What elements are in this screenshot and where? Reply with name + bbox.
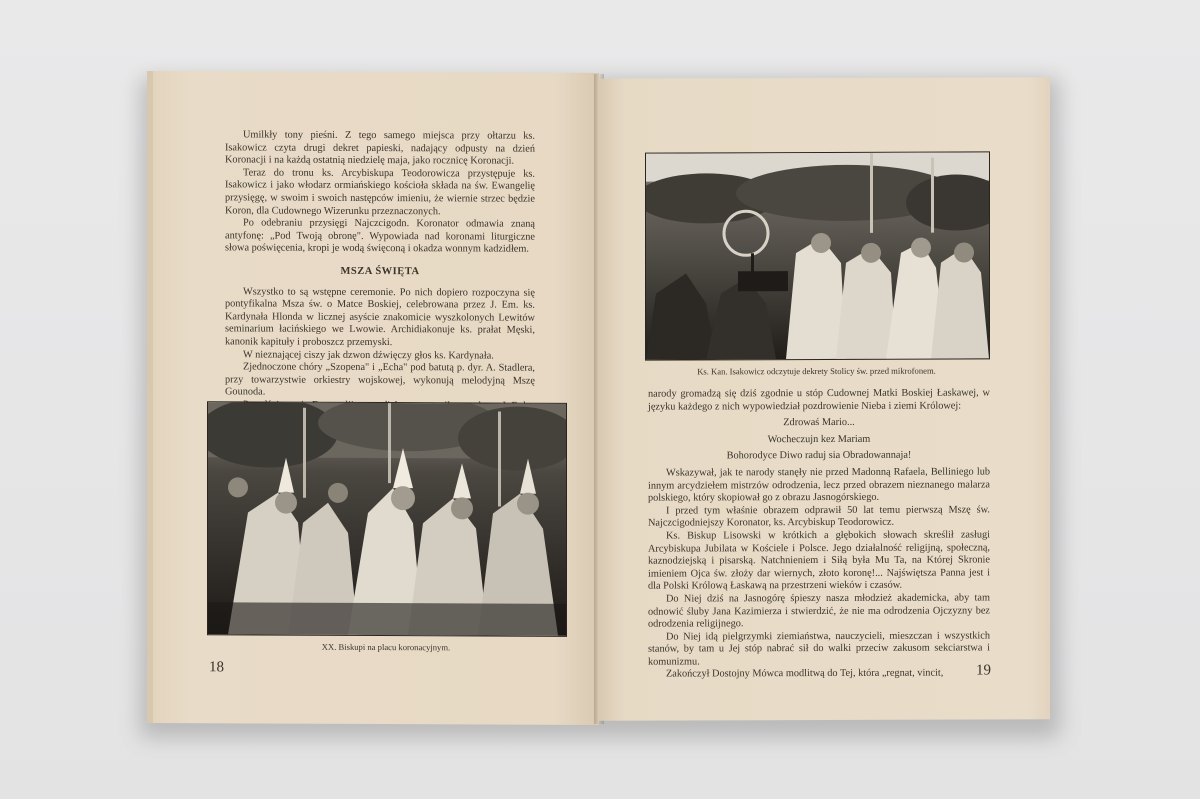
photo-caption: XX. Biskupi na placu koronacyjnym. xyxy=(321,641,451,653)
bishops-photo xyxy=(207,401,567,637)
paragraph: narody gromadzą się dziś zgodnie u stóp Cudownej Matki Boskiej Łaskawej, w języku każdego z nich wypowiedział pozdrowienie Nieba i ziemi Królowej: xyxy=(648,387,990,413)
paragraph: Teraz do tronu ks. Arcybiskupa Teodorowicza przystępuje ks. Isakowicz i jako włodarz ormiańskiego kościoła składa na św. Ewangelię przysięgę, w swoim i swoich następców imieniu, że wiernie strzec będzie Koron, dla Cudownego Wizerunku przeznaczonych. xyxy=(225,167,535,217)
left-page-text xyxy=(225,129,535,425)
microphone-photo xyxy=(645,151,990,360)
greeting-line: Wocheczujn kez Mariam xyxy=(767,433,871,445)
page-number: 19 xyxy=(976,662,991,679)
paragraph: W nieznającej ciszy jak dzwon dźwięczy głos ks. Kardynała. xyxy=(243,348,494,362)
paragraph: Umilkły tony pieśni. Z tego samego miejsca przy ołtarzu ks. Isakowicz czyta drugi dekret papieski, nadający odpusty na dzień Koronacji i na każdą ostatnią niedzielę maja, jako rocznicę Koronacji. xyxy=(225,129,535,167)
paragraph: Zjednoczone chóry „Szopena" i „Echa" pod batutą p. dyr. A. Stadlera, przy towarzystwie orkiestry wojskowej, wykonują melodyjną Mszę Gounoda. xyxy=(225,361,535,398)
greeting-line: Bohorodyce Diwo raduj sia Obradowannaja! xyxy=(726,450,912,462)
paragraph: Ks. Biskup Lisowski w krótkich a głębokich słowach skreślił zasługi Arcybiskupa Jubilata w Kościele i Polsce. Jego działalność religijną, społeczną, kaznodziejską i pisarską. Natchnieniem i Siłą była Mu Ta, na Której Skronie imieniem Ojca św. złoży dar wiernych, złoto koronę!... Najświętsza Panna jest i dla Polski Królową Łaskawą na przestrzeni wieków i czasów. xyxy=(648,529,990,592)
paragraph: Wszystko to są wstępne ceremonie. Po nich dopiero rozpoczyna się pontyfikalna Msza św. o Matce Boskiej, celebrowana przez J. Em. ks. Kardynała Hlonda w licznej asyście znakomicie wyszkolonych Lewitów seminarium łacińskiego we Lwowie. Archidiakonuje ks. prałat Męski, kanonik kapituły i proboszcz przemyski. xyxy=(225,285,535,348)
paragraph: Do Niej dziś na Jasnogórę śpieszy nasza młodzież akademicka, aby tam odnowić śluby Jana Kazimierza i stwierdzić, że nie ma odrodzenia Ojczyzny bez odrodzenia religijnego. xyxy=(648,592,990,630)
microphone-photo-image xyxy=(646,152,989,359)
paragraph: Do Niej idą pielgrzymki ziemiaństwa, nauczycieli, mieszczan i wszystkich stanów, by tam u Jej stóp nabrać sił do walki przeciw zakusom sekciarstwa i komunizmu. xyxy=(648,630,990,668)
photo-caption: Ks. Kan. Isakowicz odczytuje dekrety Stolicy św. przed mikrofonem. xyxy=(697,365,936,377)
section-heading: MSZA ŚWIĘTA xyxy=(340,265,420,278)
left-page xyxy=(147,71,599,725)
paragraph: Wskazywał, jak te narody stanęły nie przed Madonną Rafaela, Belliniego lub innym arcydziełem mistrzów odrodzenia, lecz przed obrazem nieznanego malarza polskiego, który skopiował go z obrazu Jasnogórskiego. xyxy=(648,466,990,504)
right-page-text xyxy=(648,387,990,681)
right-page xyxy=(598,77,1050,721)
bishops-photo-image xyxy=(208,402,566,636)
paragraph: Zakończył Dostojny Mówca modlitwą do Tej, która „regnat, vincit, xyxy=(666,668,944,681)
paragraph: Po odebraniu przysięgi Najczcigodn. Koronator odmawia znaną antyfonę: „Pod Twoją obronę". Wypowiada nad koronami liturgiczne słowa poświęcenia, kropi je wodą święconą i okadza wonnym kadzidłem. xyxy=(225,217,535,256)
greeting-line: Zdrowaś Mario... xyxy=(783,417,855,429)
page-number: 18 xyxy=(209,659,224,676)
paragraph: I przed tym właśnie obrazem odprawił 50 lat temu pierwszą Mszę św. Najczcigodniejszy Koronator, ks. Arcybiskup Teodorowicz. xyxy=(648,504,990,529)
